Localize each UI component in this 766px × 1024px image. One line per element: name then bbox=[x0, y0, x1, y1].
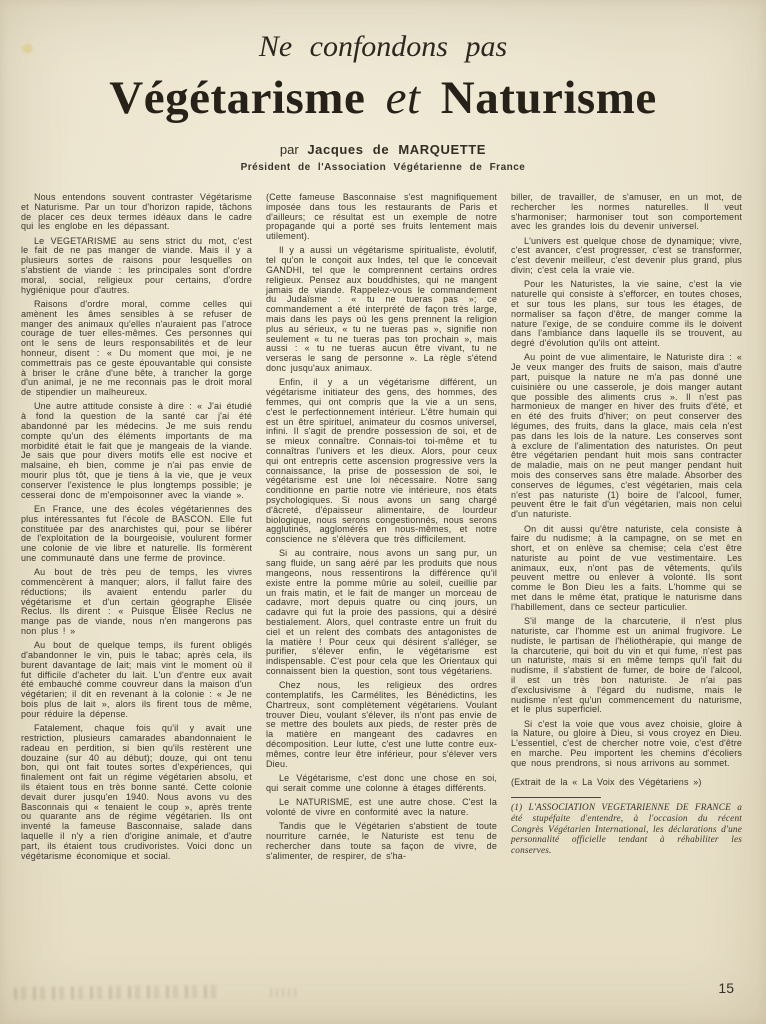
body-paragraph: Si c'est la voie que vous avez choisie, gloire à la Nature, ou gloire à Dieu, si vous croyez en Dieu. L'essentiel, c'est de chercher notre voie, c'est d'être en marche. Peu importent les chemins d'écoliers que nous prendrons, si nous arrivons au sommet. bbox=[511, 718, 742, 768]
article-header bbox=[0, 0, 766, 173]
body-paragraph: S'il mange de la charcuterie, il n'est plus naturiste, car l'homme est un animal frugivore. Le nudiste, le partisan de l'héliothérapie, qui mange de la charcuterie, qui boit du vin et qui fume, n'est pas un naturiste, mais si en même temps qu'il fait du nudisme, il s'abstient de fumer, de boire de l'alcool, il est un très bon naturiste. Je n'ai pas d'exclusivisme à l'égard du nudisme, mais le nudisme n'est qu'un commencement du naturisme, et le plus superficiel. bbox=[511, 616, 742, 715]
body-paragraph: Fatalement, chaque fois qu'il y avait une restriction, plusieurs camarades abandonnaient le radeau en perdition, si bien qu'ils restèrent une douzaine (sur 40 au début); douze, qui ont tenu bon, qui ont fait toutes sortes d'expériences, qui finalement ont fait un régime végétarien absolu, et ils étaient tous en très bonne santé. Cette colonie devait durer jusqu'en 1940. Nous avons vu des Basconnais qui « tenaient le coup », après trente ou quarante ans de régime végétarien. Ils ont inventé la fameuse Basconnaise, salade dans laquelle il n'y a rien d'origine animale, et d'autre part, ils étaient tous crudivoristes. Voici donc un végétarisme économique et social. bbox=[21, 723, 252, 861]
body-paragraph: On dit aussi qu'être naturiste, cela consiste à faire du nudisme; à la campagne, on se met en short, et on enlève sa chemise; cela c'est être naturiste au point de vue vestimentaire. Les animaux, eux, n'ont pas de vêtements, qu'ils peuvent mettre ou enlever à volonté. Ils sont comme le Bon Dieu les a faits. L'homme qui se met dans le même état, pratique le naturisme dans l'habillement, dans ce secteur particulier. bbox=[511, 523, 742, 612]
body-paragraph: Au bout de très peu de temps, les vivres commencèrent à manquer; alors, il fallut faire des réductions; ils avaient entendu parler du végétarisme et d'un certain géographe Elisée Reclus. Ils dirent : « Puisque Elisée Reclus ne mange pas de viande, nous n'en mangerons pas non plus ! » bbox=[21, 567, 252, 636]
article-body bbox=[21, 193, 742, 861]
byline-author-role: Président de l'Association Végétarienne de France bbox=[240, 162, 526, 173]
body-paragraph: Il y a aussi un végétarisme spiritualiste, évolutif, tel qu'on le conçoit aux Indes, tel que le concevait GANDHI, tel que le comprennent certains ordres religieux. Pensez aux bouddhistes, qui ne mangent jamais de viande. Rappelez-vous le commandement du Judaïsme : « tu ne tueras pas »; ce commandement a été interprété de façon très large, mais dans les pays où les gens prennent la religion plus au sérieux, « tu ne tueras pas », signifie non seulement « tu ne tueras pas ton prochain », mais aussi : « tu ne tueras aucun être vivant, tu ne verseras le sang de personne ». La règle s'étend donc jusqu'aux animaux. bbox=[266, 245, 497, 374]
column-3 bbox=[511, 193, 742, 861]
article-title-word-2: Naturisme bbox=[440, 72, 657, 124]
body-paragraph: Tandis que le Végétarien s'abstient de toute nourriture carnée, le Naturiste est tenu de rechercher dans toute sa façon de vivre, de s'alimenter, de respirer, de s'ha- bbox=[266, 821, 497, 861]
body-paragraph: Le Végétarisme, c'est donc une chose en soi, qui serait comme une colonne à étages différents. bbox=[266, 772, 497, 793]
body-paragraph: Nous entendons souvent contraster Végétarisme et Naturisme. Par un tour d'horizon rapide, tâchons de placer ces deux termes idéaux dans le cadre qui les englobe en les dépassant. bbox=[21, 192, 252, 232]
byline-author-name: Jacques de MARQUETTE bbox=[307, 142, 487, 157]
footnote-divider bbox=[511, 797, 601, 798]
body-paragraph: Raisons d'ordre moral, comme celles qui amènent les âmes sensibles à se refuser de manger des animaux qu'elles n'auraient pas l'atroce courage de tuer elles-mêmes. Ces personnes qui ont le sens de leurs responsabilités et de leur honneur, disent : « Du moment que moi, je ne commettrais pas ce geste épouvantable qui consiste à briser le crâne d'une bête, à trancher la gorge d'un animal, je ne me reconnais pas le droit moral de stipendier un malheureux. bbox=[21, 298, 252, 398]
article-kicker: Ne confondons pas bbox=[258, 30, 508, 63]
body-paragraph: Si au contraire, nous avons un sang pur, un sang fluide, un sang aéré par les produits que nous mangeons, nous ressentirons la différence qu'il existe entre la pomme mûrie au soleil, cueillie par un frais matin, et le fait de manger un morceau de cadavre, mort depuis quatre ou cinq jours, un cadavre qui fut la proie des passions, qui a désiré bestialement. Alors, quel contraste entre un fruit du ciel et un relent des combats des antagonistes de la matière ! Pour ceux qui désirent s'alléger, se purifier, s'élever enfin, le végétarisme est indispensable. C'est pour cela que les Orientaux qui connaissent bien la question, sont tous végétariens. bbox=[266, 548, 497, 676]
body-paragraph: Une autre attitude consiste à dire : « J'ai étudié à fond la question de la santé car j'ai été abandonné par les médecins. Je me suis rendu compte qu'un des éléments importants de ma morbidité était le fait que je mangeais de la viande. Je sais que pour divers motifs elle est nocive et malsaine, eh bien, comme je n'ai pas envie de mourir plus tôt, que je tiens à la vie, que je veux conserver l'existence le plus longtemps possible; je cesserai donc de m'empoisonner avec la viande ». bbox=[21, 401, 252, 500]
byline bbox=[0, 142, 766, 157]
print-smudge-mark bbox=[14, 985, 219, 1000]
column-2 bbox=[266, 193, 497, 861]
page-number: 15 bbox=[718, 980, 734, 996]
body-paragraph: Enfin, il y a un végétarisme différent, un végétarisme initiateur des gens, des hommes, des femmes, qui ont compris que la vie a un sens, c'est le perfectionnement intérieur. L'être humain qui est un être spirituel, animateur du cosmos universel, infini. Il s'agit de prendre possession de soi, et de se mieux connaître. Connais-toi toi-même et tu connaîtras l'univers et les dieux. Alors, pour ceux qui ont entrepris cette ascension progressive vers la connaissance, la prise de possession de soi, le végétarisme est une loi nécessaire. Notre sang conditionne en partie notre vie intérieure, nos états psychologiques. Si nous avons un sang chargé d'âcreté, d'épaisseur alimentaire, de lourdeur biologique, nous serons congestionnés, nous serons agglutinés, agglomérés en nous-mêmes, et notre conscience ne s'élèvera que très difficilement. bbox=[266, 377, 497, 545]
body-paragraph: (Cette fameuse Basconnaise s'est magnifiquement imposée dans tous les restaurants de Paris et d'ailleurs; ce résultat est un exemple de notre propagande qui a porté ses fruits lentement mais utilement). bbox=[266, 192, 497, 242]
body-paragraph: Au bout de quelque temps, ils furent obligés d'abandonner le vin, puis le tabac; après cela, ils burent davantage de lait; mais vint le moment où il fut difficile d'acheter du lait. L'un d'entre eux avait été embauché comme couvreur dans la maison d'un végétarien; il dit en revenant à la colonie : « Je ne bois plus de lait », alors ils firent tous de même, pour réduire la dépense. bbox=[21, 640, 252, 719]
source-attribution: (Extrait de la « La Voix des Végétariens ») bbox=[511, 776, 702, 787]
article-title-word-1: Végétarisme bbox=[109, 72, 366, 124]
body-paragraph: En France, une des écoles végétariennes des plus intéressantes fut l'école de BASCON. Elle fut constituée par des anarchistes qui, pour se libérer de l'exploitation de la bourgeoisie, voulurent former une colonie de vie libre et naturelle. Ils formèrent une communauté dans une ferme de province. bbox=[21, 503, 252, 563]
body-paragraph: Le VEGETARISME au sens strict du mot, c'est le fait de ne pas manger de viande. Mais il y a plusieurs sortes de raisons pour lesquelles on s'abstient de viande : les principales sont d'ordre moral, social, religieux pour certains, d'ordre hygiénique pour d'autres. bbox=[21, 235, 252, 295]
body-paragraph: Le NATURISME, est une autre chose. C'est la volonté de vivre en conformité avec la nature. bbox=[266, 797, 497, 817]
body-paragraph: L'univers est quelque chose de dynamique; vivre, c'est avancer, c'est progresser, c'est se transformer, c'est devenir meilleur, c'est devenir plus grand, plus divin; c'est cela la vraie vie. bbox=[511, 235, 742, 276]
print-smudge-mark-small bbox=[270, 988, 296, 997]
byline-prefix: par bbox=[279, 142, 299, 157]
column-1 bbox=[21, 193, 252, 861]
body-paragraph: biller, de travailler, de s'amuser, en un mot, de rechercher les normes naturelles. Il veut s'harmoniser; harmoniser tout son comportement avec les grandes lois du devenir universel. bbox=[511, 192, 742, 232]
article-title bbox=[0, 71, 766, 125]
footnote-text: (1) L'ASSOCIATION VEGETARIENNE DE FRANCE a été stupéfaite d'entendre, à l'occasion du récent Congrès Végétarien International, les déclarations d'une personnalité officielle tendant à réhabiliter les conserves. bbox=[511, 803, 742, 856]
body-paragraph: Pour les Naturistes, la vie saine, c'est la vie naturelle qui consiste à s'efforcer, en toutes choses, et sur tous les plans, sur tous les étages, de normaliser sa façon d'être, de manger comme la nature l'exige, de se conduire comme ils le doivent dans l'ambiance dans laquelle ils se trouvent, au degré d'évolution qu'ils ont atteint. bbox=[511, 279, 742, 349]
body-paragraph: Chez nous, les religieux des ordres contemplatifs, les Carmélites, les Bénédictins, les Chartreux, sont complètement végétariens. Voulant trouver Dieu, voulant s'élever, ils n'ont pas envie de se mettre des boulets aux pieds, de rester près de la matière en mangeant des cadavres en décomposition. Leur lutte, c'est une lutte contre eux-mêmes, contre leur être inférieur, pour s'élever vers Dieu. bbox=[266, 680, 497, 769]
body-paragraph: Au point de vue alimentaire, le Naturiste dira : « Je veux manger des fruits de saison, mais d'autre part, puisque la nature ne m'a pas donné une cuisinière ou une casserole, je dois manger autant que possible des aliments crus ». Il n'est pas harmonieux de manger en hiver des fruits d'été, et en été des fruits d'hiver; on peut conserver des légumes, des fruits, dans la glace, mais cela n'est pas dans les lois de la nature. Les conserves sont à exclure de l'alimentation des naturistes. On peut être végétarien pendant huit mois sans contracter de maladie, mais on ne peut manger pendant huit mois des conserves sans être malade. Absorber des conserves de légumes, c'est végétarien, mais cela n'est pas naturiste (1) boire de l'alcool, fumer, peuvent être le fait d'un végétarien, mais non celui d'un naturiste. bbox=[511, 352, 742, 520]
article-title-conjunction: et bbox=[385, 72, 421, 124]
